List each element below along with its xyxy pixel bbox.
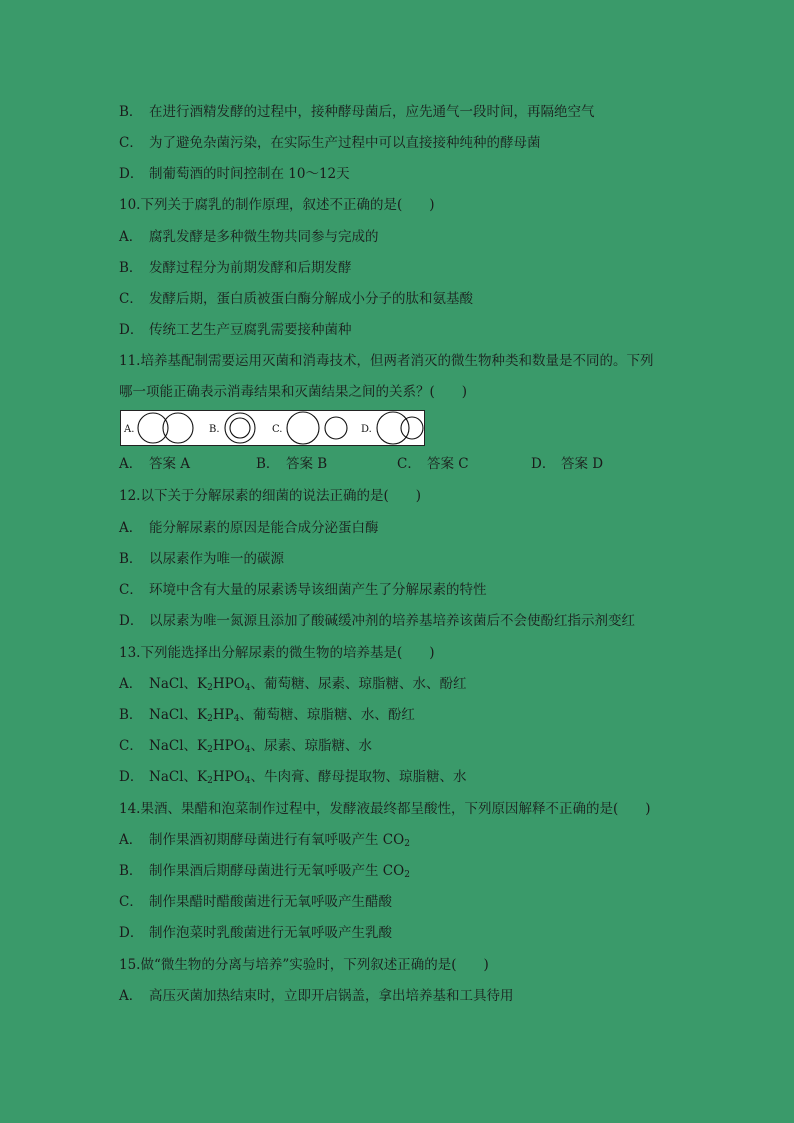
formula-pre: NaCl、K: [149, 769, 208, 785]
formula-sub: 2: [404, 870, 410, 880]
option-text: 答案 D: [561, 456, 604, 472]
q13-option-c: [119, 737, 372, 759]
option-letter: D．: [119, 613, 144, 629]
option-text: 腐乳发酵是多种微生物共同参与完成的: [149, 229, 379, 245]
option-letter: A．: [119, 988, 143, 1004]
venn-d-circle-large: [377, 412, 409, 444]
formula-sub: 2: [207, 714, 213, 724]
formula-sub: 4: [244, 776, 251, 786]
diagram-label-a: A.: [124, 424, 135, 435]
q10-option-d: [119, 321, 352, 339]
q10-option-a: [119, 228, 379, 246]
venn-c-circle-large: [287, 412, 319, 444]
q9-option-c: [119, 134, 541, 152]
q15-option-a: [119, 987, 514, 1005]
formula-sub: 2: [207, 683, 213, 693]
option-text: 答案 B: [286, 456, 328, 472]
option-text: 发酵过程分为前期发酵和后期发酵: [149, 260, 352, 276]
q12-option-b: [119, 550, 284, 568]
venn-c-circle-small: [325, 417, 347, 439]
formula-pre: NaCl、K: [149, 707, 208, 723]
venn-d-circle-small: [401, 417, 423, 439]
q14-option-b: [119, 862, 410, 884]
formula-post: 、葡萄糖、琼脂糖、水、酚红: [239, 707, 415, 723]
q14-stem: 14.果酒、果醋和泡菜制作过程中，发酵液最终都呈酸性，下列原因解释不正确的是( ): [119, 801, 651, 817]
q11-option-d: [531, 455, 603, 473]
option-letter: A．: [119, 832, 143, 848]
formula-pre: NaCl、K: [149, 676, 208, 692]
q10-option-c: [119, 290, 473, 308]
formula-sub: 2: [207, 776, 213, 786]
option-text: 传统工艺生产豆腐乳需要接种菌种: [149, 322, 352, 338]
q12-stem: 12.以下关于分解尿素的细菌的说法正确的是( ): [119, 488, 422, 504]
q11-option-b: [256, 455, 327, 473]
q11-stem-line2: 哪一项能正确表示消毒结果和灭菌结果之间的关系？( ): [119, 384, 468, 400]
option-letter: B．: [119, 551, 143, 567]
q13-option-b: [119, 706, 415, 728]
option-letter: D．: [119, 322, 144, 338]
q14-option-c: [119, 893, 392, 911]
option-letter: A．: [119, 229, 143, 245]
option-text: 制作果醋时醋酸菌进行无氧呼吸产生醋酸: [149, 894, 392, 910]
q13-stem: 13.下列能选择出分解尿素的微生物的培养基是( ): [119, 645, 435, 661]
q9-option-d: [119, 165, 350, 183]
formula-mid: HPO: [212, 769, 245, 785]
q11-option-a: [119, 455, 190, 473]
formula-post: 、尿素、琼脂糖、水: [250, 738, 372, 754]
diagram-label-c: C.: [272, 424, 283, 435]
option-text: 以尿素作为唯一的碳源: [149, 551, 284, 567]
venn-b-circle-inner: [230, 418, 250, 438]
option-letter: B．: [119, 863, 143, 879]
option-letter: C．: [119, 135, 143, 151]
formula-sub: 4: [244, 683, 251, 693]
option-letter: C．: [119, 582, 143, 598]
formula-sub: 2: [207, 745, 213, 755]
formula-post: 、牛肉膏、酵母提取物、琼脂糖、水: [250, 769, 467, 785]
formula-pre: NaCl、K: [149, 738, 208, 754]
option-letter: D．: [119, 769, 144, 785]
option-letter: A．: [119, 676, 143, 692]
q11-stem-line1: 11.培养基配制需要运用灭菌和消毒技术，但两者消灭的微生物种类和数量是不同的。下列: [119, 353, 654, 369]
q10-stem: 10.下列关于腐乳的制作原理，叙述不正确的是( ): [119, 197, 435, 213]
formula-mid: HPO: [212, 738, 245, 754]
option-text: 答案 A: [149, 456, 191, 472]
formula-sub: 2: [404, 839, 410, 849]
q12-option-a: [119, 519, 379, 537]
q9-option-b: [119, 103, 595, 121]
q12-option-d: [119, 612, 635, 630]
option-letter: B．: [119, 707, 143, 723]
option-letter: D．: [531, 456, 556, 472]
option-text: 高压灭菌加热结束时，立即开启锅盖，拿出培养基和工具待用: [149, 988, 514, 1004]
option-letter: D．: [119, 166, 144, 182]
option-text: 为了避免杂菌污染，在实际生产过程中可以直接接种纯种的酵母菌: [149, 135, 541, 151]
option-text: 制葡萄酒的时间控制在 10～12天: [149, 166, 350, 182]
diagram-label-b: B.: [209, 424, 220, 435]
option-letter: C．: [119, 894, 143, 910]
option-letter: B．: [119, 104, 143, 120]
option-text: 制作泡菜时乳酸菌进行无氧呼吸产生乳酸: [149, 925, 392, 941]
option-letter: D．: [119, 925, 144, 941]
option-text: 能分解尿素的原因是能合成分泌蛋白酶: [149, 520, 379, 536]
formula-sub: 4: [244, 745, 251, 755]
q12-option-c: [119, 581, 487, 599]
option-letter: C．: [119, 738, 143, 754]
option-text: 在进行酒精发酵的过程中，接种酵母菌后，应先通气一段时间，再隔绝空气: [149, 104, 595, 120]
option-text: 答案 C: [427, 456, 469, 472]
q11-venn-diagram: [120, 410, 425, 446]
option-letter: C．: [119, 291, 143, 307]
q11-option-c: [397, 455, 469, 473]
option-letter: B．: [256, 456, 280, 472]
formula-mid: HPO: [212, 676, 245, 692]
q14-option-a: [119, 831, 410, 853]
q13-option-a: [119, 675, 467, 697]
q14-option-d: [119, 924, 392, 942]
formula-mid: HP: [212, 707, 234, 723]
option-text: 发酵后期，蛋白质被蛋白酶分解成小分子的肽和氨基酸: [149, 291, 473, 307]
option-letter: A．: [119, 456, 143, 472]
option-text: 制作果酒后期酵母菌进行无氧呼吸产生 CO: [149, 863, 405, 879]
diagram-label-d: D.: [361, 424, 372, 435]
option-text: 环境中含有大量的尿素诱导该细菌产生了分解尿素的特性: [149, 582, 487, 598]
option-text: 制作果酒初期酵母菌进行有氧呼吸产生 CO: [149, 832, 405, 848]
option-text: 以尿素为唯一氮源且添加了酸碱缓冲剂的培养基培养该菌后不会使酚红指示剂变红: [149, 613, 635, 629]
option-letter: B．: [119, 260, 143, 276]
q15-stem: 15.做“微生物的分离与培养”实验时，下列叙述正确的是( ): [119, 957, 489, 973]
formula-sub: 4: [233, 714, 240, 724]
formula-post: 、葡萄糖、尿素、琼脂糖、水、酚红: [250, 676, 467, 692]
q13-option-d: [119, 768, 467, 790]
q10-option-b: [119, 259, 352, 277]
option-letter: C．: [397, 456, 421, 472]
option-letter: A．: [119, 520, 143, 536]
